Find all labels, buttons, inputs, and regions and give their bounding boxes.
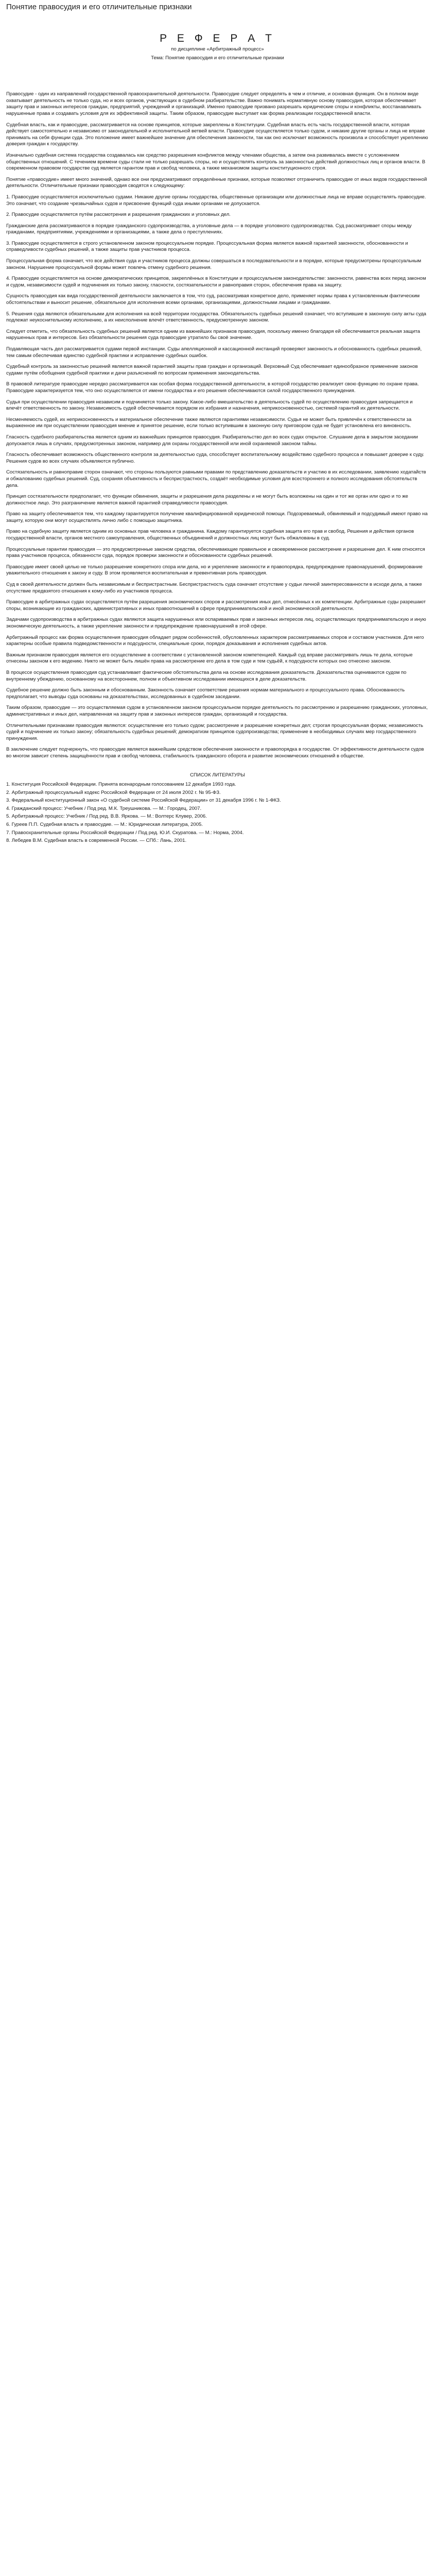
theme-line: Тема: Понятие правосудия и его отличительные признаки [151, 55, 284, 61]
paragraph: Важным признаком правосудия является его осуществление в соответствии с установленной законом компетенцией. Каждый суд вправе рассматривать лишь те дела, которые отнесены законом к его ведению. Никто не может быть лишён права на рассмотрение его дела в том суде и тем судьёй, к подсудности которых оно отнесено законом. [6, 652, 413, 665]
paragraph: Судебная власть, как и правосудие, рассматривается на основе принципов, которые закреплены в Конституции. Судебная власть есть часть государственной власти, которая действует самостоятельно и независимо от законодательной и исполнительной ветвей власти. Правосудие осуществляется только судом, и никакие другие органы и лица не вправе принимать на себя функции суда. Это положение имеет важнейшее значение для обеспечения законности, так как оно исключает возможность произвола и способствует укреплению доверия граждан к государству. [6, 122, 428, 147]
paragraph: Гласность обеспечивает возможность общественного контроля за деятельностью суда, способствует воспитательному воздействию судебного процесса и повышает доверие к суду. Решения судов во всех случаях объявляются публично. [6, 452, 424, 464]
paragraph: Право на судебную защиту является одним из основных прав человека и гражданина. Каждому гарантируется судебная защита его прав и свобод. Решения и действия органов государственной власти, органов местного самоуправления, общественных объединений и должностных лиц могут быть обжалованы в суд. [6, 529, 414, 541]
source-item: 5. Арбитражный процесс: Учебник / Под ред. В.В. Яркова. — М.: Волтерс Клувер, 2006. [6, 814, 207, 820]
paragraph: Правосудие в арбитражных судах осуществляется путём разрешения экономических споров и рассмотрения иных дел, отнесённых к их компетенции. Арбитражные суды разрешают споры, возникающие из гражданских, административных и иных правоотношений в сфере предпринимательской и иной экономической деятельности. [6, 599, 426, 612]
paragraph: Понятие «правосудие» имеет много значений, однако все они предусматривают определённые признаки, которые позволяют отграничить правосудие от иных видов государственной деятельности. Отличительные признаки правосудия сводятся к следующему: [6, 176, 427, 189]
paragraph: В процессе осуществления правосудия суд устанавливает фактические обстоятельства дела на основе исследования доказательств. Доказательства оцениваются судом по внутреннему убеждению, основанному на всестороннем, полном и объективном исследовании имеющихся в деле доказательств. [6, 669, 407, 682]
paragraph: Гласность судебного разбирательства является одним из важнейших принципов правосудия. Разбирательство дел во всех судах открытое. Слушание дела в закрытом заседании допускается лишь в случаях, предусмотренных законом, например для охраны государственной или иной охраняемой законом тайны. [6, 434, 418, 447]
paragraph: Правосудие - один из направлений государственной правоохранительной деятельности. Правосудие следует определять в чем и отличие, и основная функция. Он в полном виде охватывает деятельность не только суда, но и всех органов, участвующих в судебном разбирательстве. Важно понимать нормативную основу правосудия, которая обеспечивает защиту прав и законных интересов граждан, предприятий, учреждений и организаций. Именно правосудие призвано разрешать юридические споры и конфликты, восстанавливать нарушенные права и создавать условия для их эффективной защиты. Таким образом, правосудие выступает как форма реализации государственной власти. [6, 91, 422, 116]
paragraph: Следует отметить, что обязательность судебных решений является одним из важнейших признаков правосудия, поскольку именно благодаря ей обеспечивается реальная защита нарушенных прав и интересов. Без обязательности решения суда правосудие утратило бы своё значение. [6, 328, 420, 341]
document-page [0, 0, 436, 858]
paragraph: Судья при осуществлении правосудия независим и подчиняется только закону. Какое-либо вмешательство в деятельность судей по осуществлению правосудия запрещается и влечёт ответственность по закону. Независимость судей обеспечивается порядком их избрания и назначения, неприкосновенностью, системой гарантий их деятельности. [6, 399, 413, 412]
paragraph: Отличительными признаками правосудия являются: осуществление его только судом; рассмотрение и разрешение конкретных дел; строгая процессуальная форма; независимость судей и подчинение их только закону; обязательность судебных решений; демократизм принципов судопроизводства; применение в необходимых случаях мер государственного принуждения. [6, 722, 423, 741]
paragraph: Гражданские дела рассматриваются в порядке гражданского судопроизводства, а уголовные дела — в порядке уголовного судопроизводства. Суд рассматривает споры между гражданами, предприятиями, учреждениями и организациями, а также дела о преступлениях. [6, 223, 412, 235]
paragraph: Суд в своей деятельности должен быть независимым и беспристрастным. Беспристрастность суда означает отсутствие у судьи личной заинтересованности в исходе дела, а также отсутствие предвзятого отношения к кому-либо из участников процесса. [6, 582, 422, 594]
paragraph: Состязательность и равноправие сторон означают, что стороны пользуются равными правами по представлению доказательств и участию в их исследовании, заявлению ходатайств и обжалованию судебных решений. Суд, сохраняя объективность и беспристрастность, создаёт необходимые условия для всестороннего и полного исследования обстоятельств дела. [6, 469, 426, 488]
paragraph: Арбитражный процесс как форма осуществления правосудия обладает рядом особенностей, обусловленных характером рассматриваемых споров и составом участников. Для него характерны особые правила подведомственности и подсудности, специальные сроки, порядок доказывания и исполнения судебных актов. [6, 634, 424, 647]
source-item: 2. Арбитражный процессуальный кодекс Российской Федерации от 24 июля 2002 г. № 95-ФЗ. [6, 789, 221, 795]
referat-heading: Р Е Ф Е Р А Т [160, 32, 275, 44]
source-item: 4. Гражданский процесс: Учебник / Под ред. М.К. Треушникова. — М.: Городец, 2007. [6, 805, 202, 811]
sources-title: СПИСОК ЛИТЕРАТУРЫ [190, 772, 245, 778]
source-item: 6. Гуреев П.П. Судебная власть и правосудие. — М.: Юридическая литература, 2005. [6, 822, 203, 828]
paragraph: 1. Правосудие осуществляется исключительно судами. Никакие другие органы государства, общественные организации или должностные лица не вправе осуществлять правосудие. Это означает, что создание чрезвычайных судов и присвоение функций суда иными органами не допускается. [6, 194, 426, 207]
paragraph: Судебное решение должно быть законным и обоснованным. Законность означает соответствие решения нормам материального и процессуального права. Обоснованность предполагает, что выводы суда основаны на доказательствах, исследованных в судебном заседании. [6, 687, 405, 700]
paragraph: Правосудие имеет своей целью не только разрешение конкретного спора или дела, но и укрепление законности и правопорядка, предупреждение правонарушений, формирование уважительного отношения к закону и суду. В этом проявляется воспитательная и превентивная роль правосудия. [6, 564, 423, 577]
paragraph: Судебный контроль за законностью решений является важной гарантией защиты прав граждан и организаций. Верховный Суд обеспечивает единообразное применение законов судами путём обобщения судебной практики и дачи разъяснений по вопросам применения законодательства. [6, 364, 418, 376]
source-item: 3. Федеральный конституционный закон «О судебной системе Российской Федерации» от 31 декабря 1996 г. № 1-ФКЗ. [6, 798, 281, 804]
paragraph: 2. Правосудие осуществляется путём рассмотрения и разрешения гражданских и уголовных дел. [6, 212, 231, 218]
sources-list [6, 782, 429, 844]
discipline-line: по дисциплине «Арбитражный процесс» [171, 46, 264, 52]
paragraph: Сущность правосудия как вида государственной деятельности заключается в том, что суд, рассматривая конкретное дело, применяет нормы права к установленным фактическим обстоятельствам и выносит решение, обязательное для исполнения всеми органами, организациями, должностными лицами и гражданами. [6, 293, 420, 306]
paragraph: Несменяемость судей, их неприкосновенность и материальное обеспечение также являются гарантиями независимости. Судья не может быть привлечён к ответственности за выраженное им при осуществлении правосудия мнение и принятое решение, если только вступившим в законную силу приговором суда не будет установлена его виновность. [6, 416, 412, 429]
paragraph: В правовой литературе правосудие нередко рассматривается как особая форма государственной деятельности, в которой государство реализует свою функцию по охране права. Правосудие характеризуется тем, что оно осуществляется от имени государства и его решения обеспечиваются силой государственного принуждения. [6, 381, 419, 394]
paragraph: В заключение следует подчеркнуть, что правосудие является важнейшим средством обеспечения законности и правопорядка в государстве. От эффективности деятельности судов во многом зависит степень защищённости прав и свобод человека, стабильность гражданского оборота и развитие экономических отношений в обществе. [6, 747, 424, 759]
paragraph: Изначально судебная система государства создавалась как средство разрешения конфликтов между членами общества, а затем она развивалась вместе с усложнением общественных отношений. С течением времени суды стали не только разрешать споры, но и осуществлять контроль за законностью действий должностных лиц и органов власти. В современном правовом государстве суд является гарантом прав и свобод человека, а также механизмом защиты конституционного строя. [6, 152, 426, 172]
paragraph: Процессуальная форма означает, что все действия суда и участников процесса должны совершаться в последовательности и в порядке, которые предусмотрены процессуальным законом. Нарушение процессуальной формы может повлечь отмену судебного решения. [6, 258, 422, 270]
page-title: Понятие правосудия и его отличительные признаки [6, 3, 192, 11]
paragraph: Таким образом, правосудие — это осуществляемая судом в установленном законом процессуальном порядке деятельность по рассмотрению и разрешению гражданских, уголовных, административных и иных дел, направленная на защиту прав и законных интересов граждан, организаций и государства. [6, 705, 428, 717]
paragraph: 5. Решения суда являются обязательными для исполнения на всей территории государства. Обязательность судебных решений означает, что вступившие в законную силу акты суда подлежат неукоснительному исполнению, а их неисполнение влечёт ответственность, предусмотренную законом. [6, 311, 427, 324]
paragraph: Подавляющая часть дел рассматривается судами первой инстанции. Суды апелляционной и кассационной инстанций проверяют законность и обоснованность судебных решений, тем самым обеспечивая единство судебной практики и исправление судебных ошибок. [6, 346, 422, 359]
source-item: 1. Конституция Российской Федерации. Принята всенародным голосованием 12 декабря 1993 года. [6, 782, 236, 788]
paragraph: Право на защиту обеспечивается тем, что каждому гарантируется получение квалифицированной юридической помощи. Подозреваемый, обвиняемый и подсудимый имеют право на защиту, которую они могут осуществлять лично либо с помощью защитника. [6, 511, 428, 523]
paragraph: 4. Правосудие осуществляется на основе демократических принципов, закреплённых в Конституции и процессуальном законодательстве: законности, равенства всех перед законом и судом, независимости судей и подчинения их только закону, гласности, состязательности и равноправия сторон, обеспечения права на защиту. [6, 276, 426, 288]
paragraph: Задачами судопроизводства в арбитражных судах являются защита нарушенных или оспариваемых прав и законных интересов лиц, осуществляющих предпринимательскую и иную экономическую деятельность, а также укрепление законности и предупреждение правонарушений в этой сфере. [6, 617, 426, 629]
source-item: 7. Правоохранительные органы Российской Федерации / Под ред. Ю.И. Скуратова. — М.: Норма, 2004. [6, 829, 244, 836]
paragraph: Принцип состязательности предполагает, что функции обвинения, защиты и разрешения дела разделены и не могут быть возложены на один и тот же орган или одно и то же должностное лицо. Это разграничение является важной гарантией справедливости правосудия. [6, 494, 408, 506]
body-text [6, 91, 429, 759]
paragraph: 3. Правосудие осуществляется в строго установленном законом процессуальном порядке. Процессуальная форма является важной гарантией законности, обоснованности и справедливости судебных решений, а также защиты прав участников процесса. [6, 240, 408, 253]
source-item: 8. Лебедев В.М. Судебная власть в современной России. — СПб.: Лань, 2001. [6, 838, 187, 844]
paragraph: Процессуальные гарантии правосудия — это предусмотренные законом средства, обеспечивающие правильное и своевременное рассмотрение и разрешение дел. К ним относятся права участников процесса, обязанности суда, порядок проверки законности и обоснованности судебных решений. [6, 546, 425, 559]
